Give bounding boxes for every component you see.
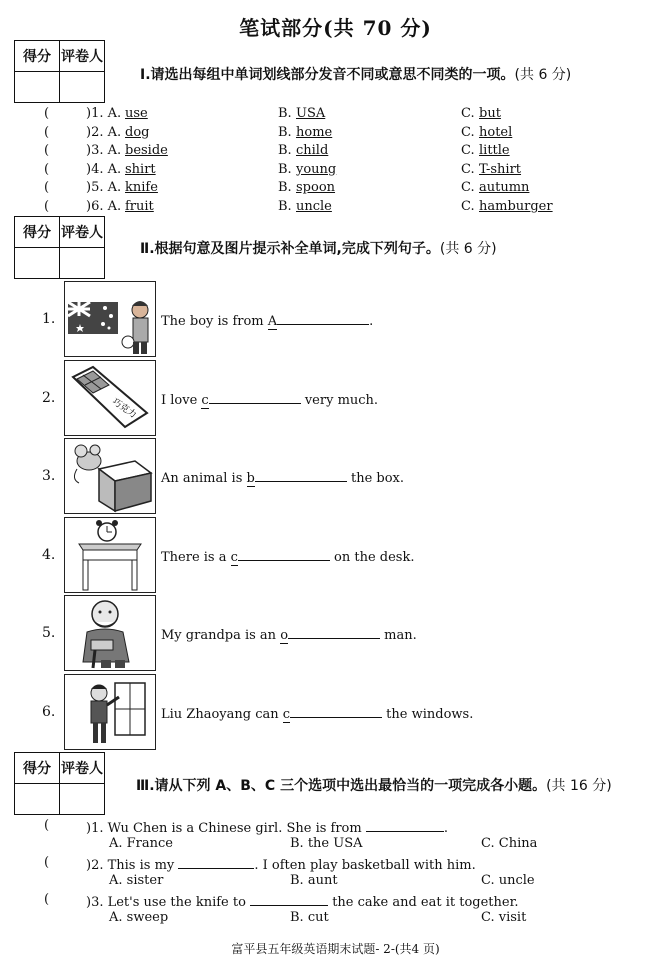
answer-paren[interactable]: ( xyxy=(44,892,50,907)
question-number: )4. A. xyxy=(86,161,122,177)
section-1-heading: Ⅰ.请选出每组中单词划线部分发音不同或意思不同类的一项。(共 6 分) xyxy=(140,67,572,83)
sentence-start: Liu Zhaoyang can xyxy=(161,707,283,722)
stem-text-end: . I often play basketball with him. xyxy=(254,858,476,873)
picture-australia-boy xyxy=(64,281,156,357)
option-c: but xyxy=(479,106,501,121)
answer-paren[interactable]: ( xyxy=(44,180,50,196)
score-box-3 xyxy=(14,752,105,815)
chocolate-icon xyxy=(65,361,155,435)
score-box-2 xyxy=(14,216,105,279)
sentence-end: . xyxy=(369,314,374,329)
item-number: 4. xyxy=(42,547,56,563)
option-b: USA xyxy=(296,106,326,121)
stem-text: )2. This is my xyxy=(86,858,179,873)
stem-text-end: . xyxy=(443,821,448,836)
answer-paren[interactable]: ( xyxy=(44,818,50,833)
option-c: hamburger xyxy=(479,199,553,214)
option-b-label: B. xyxy=(278,161,292,177)
sentence-start: My grandpa is an xyxy=(161,628,281,643)
section-2-heading: Ⅱ.根据句意及图片提示补全单词,完成下列句子。(共 6 分) xyxy=(140,241,497,257)
answer-blank[interactable] xyxy=(178,855,254,869)
option-a[interactable]: A. sister xyxy=(109,873,164,888)
clock-on-desk-icon xyxy=(65,518,155,592)
answer-blank[interactable] xyxy=(238,547,330,561)
sentence-start: The boy is from xyxy=(161,314,268,329)
sentence-end: very much. xyxy=(300,393,379,408)
grader-cell[interactable] xyxy=(60,72,105,103)
answer-blank[interactable] xyxy=(277,311,369,325)
fill-blank-sentence xyxy=(161,704,473,722)
option-b[interactable]: B. aunt xyxy=(290,873,338,888)
option-c: autumn xyxy=(479,180,530,196)
hint-letter: c xyxy=(282,707,291,722)
option-b: young xyxy=(296,161,337,177)
sentence-end: the windows. xyxy=(382,707,474,722)
picture-chocolate xyxy=(64,360,156,436)
section-3-heading: Ⅲ.请从下列 A、B、C 三个选项中选出最恰当的一项完成各小题。(共 16 分) xyxy=(136,778,612,794)
answer-blank[interactable] xyxy=(290,704,382,718)
list-item xyxy=(0,199,671,217)
hint-letter: b xyxy=(246,471,255,486)
option-a: shirt xyxy=(125,161,156,177)
score-label: 得分 xyxy=(15,217,60,248)
boy-cleaning-window-icon xyxy=(65,675,155,749)
hint-letter: c xyxy=(230,550,238,565)
option-c[interactable]: C. China xyxy=(481,836,538,851)
option-b-label: B. xyxy=(278,199,292,214)
score-box-1 xyxy=(14,40,105,103)
grader-label: 评卷人 xyxy=(60,217,105,248)
item-number: 1. xyxy=(42,311,56,327)
option-a: knife xyxy=(125,180,158,196)
option-b[interactable]: B. cut xyxy=(290,910,329,925)
score-cell[interactable] xyxy=(15,248,60,279)
option-c-label: C. xyxy=(461,106,475,121)
option-a: beside xyxy=(125,143,168,159)
fill-blank-sentence xyxy=(161,390,378,408)
option-a: fruit xyxy=(125,199,154,214)
question-stem xyxy=(86,818,448,836)
question-number: )1. A. xyxy=(86,106,122,121)
stem-text: )1. Wu Chen is a Chinese girl. She is from xyxy=(86,821,366,836)
option-c: little xyxy=(479,143,510,159)
option-a[interactable]: A. sweep xyxy=(109,910,169,925)
answer-paren[interactable]: ( xyxy=(44,199,50,214)
answer-blank[interactable] xyxy=(209,390,301,404)
list-item xyxy=(0,143,671,161)
option-b-label: B. xyxy=(278,106,292,121)
question-number: )3. A. xyxy=(86,143,122,159)
grader-label: 评卷人 xyxy=(60,753,105,784)
option-c[interactable]: C. uncle xyxy=(481,873,535,888)
question-number: )6. A. xyxy=(86,199,122,214)
option-a: dog xyxy=(125,124,150,140)
answer-paren[interactable]: ( xyxy=(44,143,50,159)
fill-blank-sentence xyxy=(161,625,417,643)
item-number: 5. xyxy=(42,625,56,641)
option-c-label: C. xyxy=(461,143,475,159)
australia-flag-boy-icon xyxy=(65,282,155,356)
answer-paren[interactable]: ( xyxy=(44,124,50,140)
list-item xyxy=(0,106,671,124)
hint-letter: A xyxy=(267,314,278,329)
sentence-start: I love xyxy=(161,393,202,408)
sentence-end: on the desk. xyxy=(329,550,415,565)
option-b: home xyxy=(296,124,333,140)
hint-letter: c xyxy=(201,393,209,408)
answer-blank[interactable] xyxy=(366,818,444,832)
question-number: )2. A. xyxy=(86,124,122,140)
score-label: 得分 xyxy=(15,753,60,784)
option-a: use xyxy=(125,106,148,121)
score-cell[interactable] xyxy=(15,784,60,815)
answer-paren[interactable]: ( xyxy=(44,161,50,177)
score-label: 得分 xyxy=(15,41,60,72)
item-number: 3. xyxy=(42,468,56,484)
option-b: spoon xyxy=(296,180,336,196)
grader-label: 评卷人 xyxy=(60,41,105,72)
fill-blank-sentence xyxy=(161,311,373,329)
sentence-end: the box. xyxy=(346,471,405,486)
option-b: child xyxy=(296,143,329,159)
answer-paren[interactable]: ( xyxy=(44,855,50,870)
answer-blank[interactable] xyxy=(255,468,347,482)
fill-blank-sentence xyxy=(161,468,404,486)
option-b-label: B. xyxy=(278,180,292,196)
list-item xyxy=(0,125,671,143)
picture-old-man xyxy=(64,595,156,671)
picture-clock-desk xyxy=(64,517,156,593)
option-b-label: B. xyxy=(278,143,292,159)
option-c-label: C. xyxy=(461,180,475,196)
question-number: )5. A. xyxy=(86,180,122,196)
option-c: hotel xyxy=(479,124,513,140)
option-c: T-shirt xyxy=(479,161,522,177)
picture-boy-window xyxy=(64,674,156,750)
stem-text: )3. Let's use the knife to xyxy=(86,895,251,910)
picture-mouse-box xyxy=(64,438,156,514)
list-item xyxy=(0,162,671,180)
chocolate-label: 巧克力 xyxy=(110,396,138,421)
score-cell[interactable] xyxy=(15,72,60,103)
mouse-beside-box-icon xyxy=(65,439,155,513)
hint-letter: o xyxy=(280,628,289,643)
answer-paren[interactable]: ( xyxy=(44,106,50,121)
option-c-label: C. xyxy=(461,161,475,177)
option-b: uncle xyxy=(296,199,332,214)
grader-cell[interactable] xyxy=(60,784,105,815)
option-b-label: B. xyxy=(278,124,292,140)
sentence-end: man. xyxy=(380,628,417,643)
question-stem xyxy=(86,855,476,873)
question-stem xyxy=(86,892,519,910)
grader-cell[interactable] xyxy=(60,248,105,279)
option-a[interactable]: A. France xyxy=(109,836,173,851)
grandpa-icon xyxy=(65,596,155,670)
sentence-start: An animal is xyxy=(161,471,247,486)
option-c-label: C. xyxy=(461,124,475,140)
item-number: 2. xyxy=(42,390,56,406)
option-b[interactable]: B. the USA xyxy=(290,836,363,851)
stem-text-end: the cake and eat it together. xyxy=(328,895,519,910)
answer-blank[interactable] xyxy=(288,625,380,639)
sentence-start: There is a xyxy=(161,550,231,565)
answer-blank[interactable] xyxy=(250,892,328,906)
option-c-label: C. xyxy=(461,199,475,214)
page-title: 笔试部分(共 70 分) xyxy=(239,16,432,40)
list-item xyxy=(0,180,671,198)
fill-blank-sentence xyxy=(161,547,415,565)
item-number: 6. xyxy=(42,704,56,720)
page-footer: 富平县五年级英语期末试题- 2-(共4 页) xyxy=(231,942,440,956)
option-c[interactable]: C. visit xyxy=(481,910,527,925)
